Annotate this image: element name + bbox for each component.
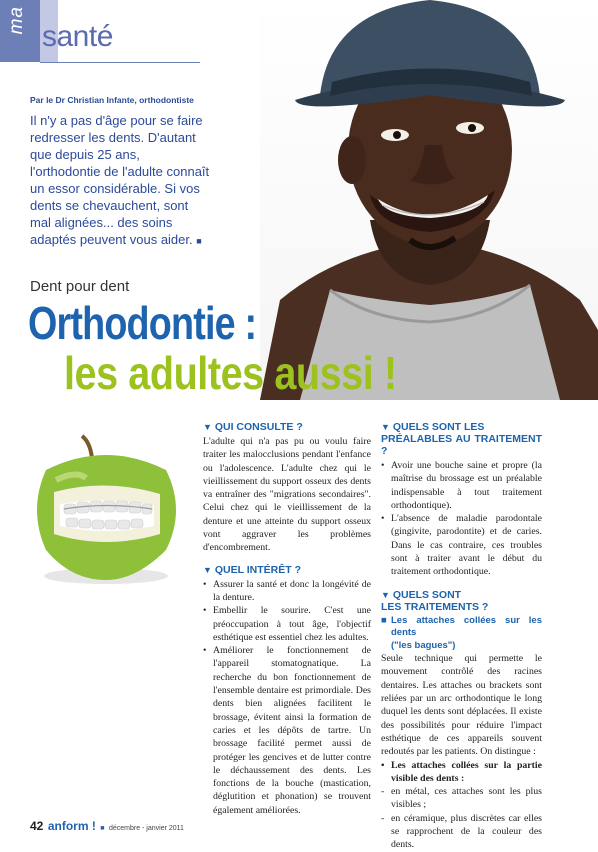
list-item: • Avoir une bouche saine et propre (la maîtrise du brossage est un préalable indispensable à tout traitement orthodontique). [381, 460, 542, 511]
heading-prealables: ▼ QUELS SONT LES PRÉALABLES AU TRAITEMENT ? [381, 421, 542, 457]
magazine-name: anform ! [47, 819, 96, 833]
triangle-down-icon: ▼ [203, 564, 212, 575]
hero-photo [260, 0, 598, 400]
section-title: santé [42, 20, 113, 53]
interet-list [203, 578, 371, 817]
section-prefix: ma [6, 6, 27, 35]
intro-paragraph [30, 112, 210, 250]
square-bullet-icon: ■ [381, 614, 387, 626]
subheading-attaches: ■ Les attaches collées sur les dents ("les bagues") [381, 614, 542, 651]
column-right [381, 421, 542, 852]
heading-quel-interet: ▼ QUEL INTÉRÊT ? [203, 563, 301, 576]
triangle-down-icon: ▼ [203, 422, 212, 432]
qui-consulte-text: L'adulte qui n'a pas pu ou voulu faire traiter les malocclusions pendant l'enfance ou l'adolescence. L'adulte chez qui le vieillissement du support osseux des dents va entraîner des "migrations secondaires". Celui chez qui le vieillissement de la denture et une atteinte du support osseux vont aggraver les problèmes d'encombrement. [203, 436, 371, 554]
list-item: • Embellir le sourire. C'est une préoccupation à tout âge, l'objectif esthétique est essentiel chez les adultes. [203, 605, 371, 643]
issue-date: décembre - janvier 2011 [108, 825, 184, 832]
intro-text: Il n'y a pas d'âge pour se faire redresser les dents. D'autant que depuis 25 ans, l'orthodontie de l'adulte connaît un essor considérable. Si vos dents se chevauchent, sont mal alignées... des soins adaptés peuvent vous aider. [30, 113, 210, 247]
traitements-list [381, 759, 542, 852]
prealables-list [381, 459, 542, 579]
end-square: ■ [196, 236, 202, 246]
list-item-dash: - en métal, ces attaches sont les plus visibles ; [381, 786, 542, 811]
page-number: 42 [30, 819, 44, 833]
headline-line-1: Orthodontie : [28, 297, 257, 349]
smiling-man-illustration [260, 0, 598, 400]
heading-qui-consulte: ▼ QUI CONSULTE ? [203, 421, 303, 433]
author-byline: Par le Dr Christian Infante, orthodontiste [30, 95, 194, 105]
page-footer [30, 817, 184, 835]
bitten-apple-with-braces-illustration [26, 430, 186, 590]
kicker: Dent pour dent [30, 278, 130, 295]
traitements-text: Seule technique qui permette le mouvement contrôlé des racines dentaires. Les attaches ou brackets sont reliées par un arc orthodontique le long duquel les dents sont déplacées. Il existe des possibilités pour réduire l'impact esthétique de ces appareils souvent redoutés par les patients. On distingue : [381, 653, 542, 758]
list-item-dash: - en céramique, plus discrètes car elles se rapprochent de la couleur des dents. [381, 812, 542, 851]
triangle-down-icon: ▼ [381, 422, 390, 432]
list-item: • L'absence de maladie parodontale (gingivite, parodontite) et de caries. Dans le cas contraire, ces troubles sont à traiter avant le début du traitement orthodontique. [381, 513, 542, 578]
list-item: • Assurer la santé et donc la longévité de la denture. [203, 578, 371, 603]
list-item: • Améliorer le fonctionnement de l'appareil stomatognatique. La recherche du bon fonctionnement de l'ensemble dentaire est primordiale. Des dents bien alignées facilitent le brossage, évitent ainsi la formation de caries et les dépôts de tartre. Un brossage facilité permet aussi de protéger les gencives et de lutter contre le déchaussement des dents. Les fonctions de la bouche (mastication, déglutition et phonation) se trouvent également améliorées. [203, 645, 371, 816]
section-rule [40, 62, 200, 63]
column-middle [203, 421, 371, 817]
headline-line-2: les adultes aussi ! [64, 347, 397, 399]
triangle-down-icon: ▼ [381, 589, 390, 600]
list-item-bold: • Les attaches collées sur la partie visible des dents : [381, 759, 542, 784]
apple-photo [26, 430, 186, 590]
heading-traitements: ▼ QUELS SONT LES TRAITEMENTS ? [381, 588, 489, 613]
footer-square: ■ [100, 825, 105, 832]
